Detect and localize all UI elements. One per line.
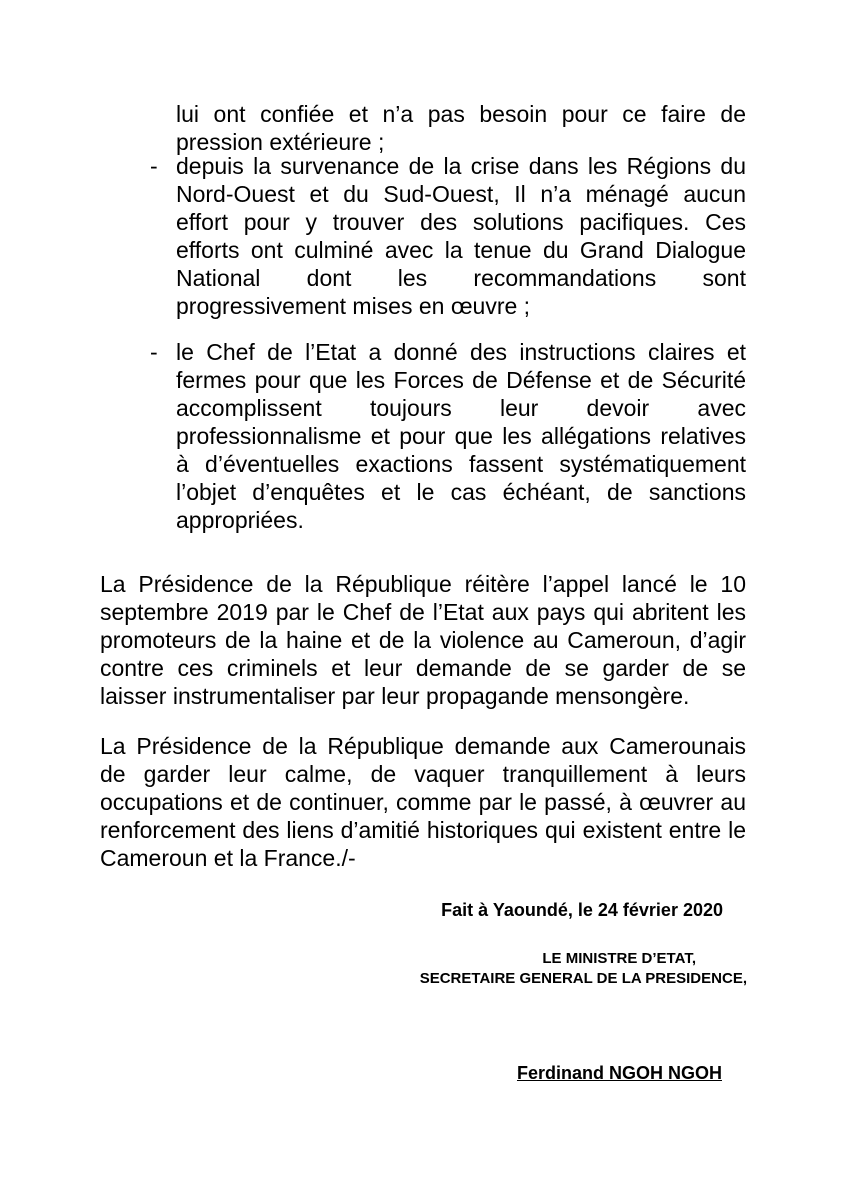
body-paragraph: La Présidence de la République réitère l’appel lancé le 10 septembre 2019 par le Chef de l’Etat aux pays qui abritent les promoteurs de la haine et de la violence au Cameroun, d’agir contre ces criminels et leur demande de se garder de se laisser instrumentaliser par leur propagande mensongère.	[100, 571, 746, 709]
signatory-name: Ferdinand NGOH NGOH	[516, 1063, 722, 1083]
bullet-text: le Chef de l’Etat a donné des instructions claires et fermes pour que les Forces de Défense et de Sécurité accomplissent toujours leur devoir avec professionnalisme et pour que les allégations relatives à d’éventuelles exactions fassent systématiquement l’objet d’enquêtes et le cas échéant, de sanctions appropriées.	[176, 339, 746, 533]
signatory-title-line1: LE MINISTRE D’ETAT,	[542, 950, 696, 967]
place-date: Fait à Yaoundé, le 24 février 2020	[441, 900, 723, 920]
body-paragraph: La Présidence de la République demande aux Camerounais de garder leur calme, de vaquer tranquillement à leurs occupations et de continuer, comme par le passé, à œuvrer au renforcement des liens d’amitié historiques qui existent entre le Cameroun et la France./-	[100, 733, 746, 871]
bullet-dash: -	[150, 339, 158, 365]
bullet-text: depuis la survenance de la crise dans les Régions du Nord-Ouest et du Sud-Ouest, Il n’a ménagé aucun effort pour y trouver des solutions pacifiques. Ces efforts ont culminé avec la tenue du Grand Dialogue National dont les recommandations sont progressivement mises en œuvre ;	[176, 153, 746, 319]
bullet-dash: -	[150, 153, 158, 179]
continuation-paragraph: lui ont confiée et n’a pas besoin pour ce faire de pression extérieure ;	[176, 101, 746, 155]
signatory-title-line2: SECRETAIRE GENERAL DE LA PRESIDENCE,	[419, 970, 747, 987]
